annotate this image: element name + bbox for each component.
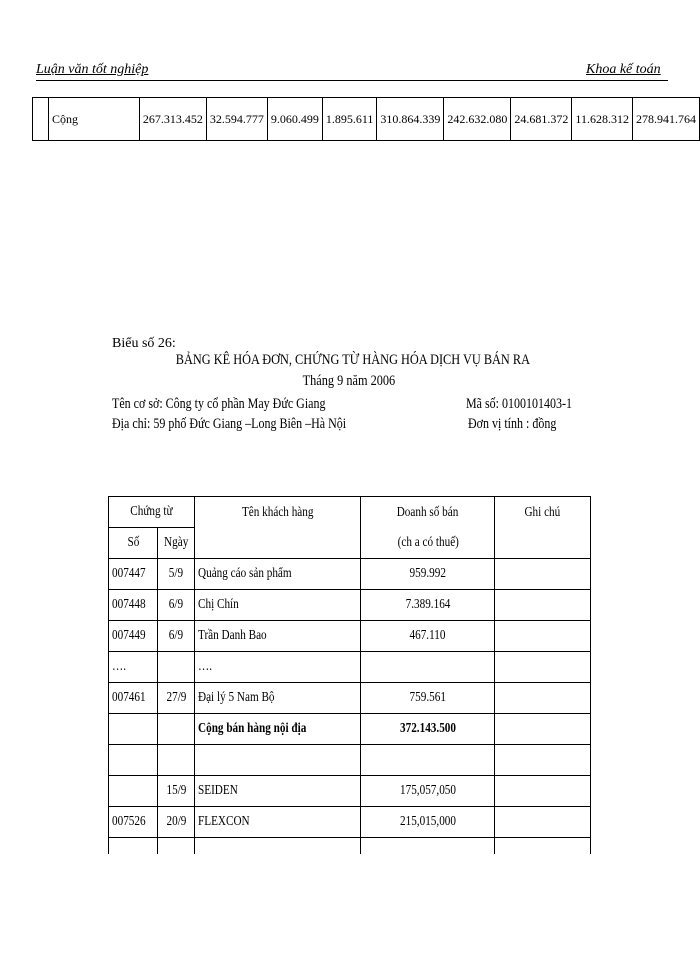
cell-sales: 372.143.500 [361,714,495,745]
cell-sales [361,745,495,776]
report-period: Tháng 9 năm 2006 [302,373,396,389]
cell-date: 5/9 [158,559,195,590]
cell-no: 007526 [109,807,158,838]
cell-sales: 175,057,050 [361,776,495,807]
total-value: 310.864.339 [377,98,444,141]
cell-no: 007449 [109,621,158,652]
cell-date [158,714,195,745]
table-row [109,807,591,838]
cell-remark [495,683,591,714]
header-row [109,497,591,528]
table-row [33,98,700,141]
cell-date: 6/9 [158,621,195,652]
cell-customer: FLEXCON [195,807,361,838]
cell-date [158,745,195,776]
col-header-voucher: Chứng từ [109,497,195,528]
col-header-date: Ngày [158,528,195,559]
cell-customer [195,745,361,776]
cell-date: 20/9 [158,807,195,838]
cell-customer: Chị Chín [195,590,361,621]
col-header-sales-note: (ch a có thuế) [397,534,459,550]
cell-no: 007448 [109,590,158,621]
total-value: 9.060.499 [267,98,322,141]
total-value: 278.941.764 [632,98,699,141]
cell-customer: Đại lý 5 Nam Bộ [195,683,361,714]
cell-remark [495,776,591,807]
facility-name: Tên cơ sở: Công ty cổ phần May Đức Giang [112,396,326,412]
invoice-table [108,496,591,854]
table-row [109,652,591,683]
carried-total-table [32,97,700,141]
total-value: 24.681.372 [511,98,572,141]
cell-date: 27/9 [158,683,195,714]
cell-customer [195,838,361,855]
cell-remark [495,838,591,855]
cell-customer: Quảng cáo sản phẩm [195,559,361,590]
table-row [109,683,591,714]
cell-no [109,714,158,745]
cell-customer: Cộng bán hàng nội địa [195,714,361,745]
cell-remark [495,745,591,776]
cell-sales: 7.389.164 [361,590,495,621]
table-row [109,745,591,776]
total-value: 1.895.611 [322,98,377,141]
header-divider [36,80,668,81]
cell-sales [361,838,495,855]
cell-date [158,838,195,855]
subtotal-row [109,714,591,745]
cell-remark [495,652,591,683]
cell-remark [495,714,591,745]
cell-date [158,652,195,683]
running-header-left: Luận văn tốt nghiệp [36,62,149,77]
cell-sales: 759.561 [361,683,495,714]
cell-sales [361,652,495,683]
cell-no [109,776,158,807]
empty-cell [33,98,49,141]
report-title: BẢNG KÊ HÓA ĐƠN, CHỨNG TỪ HÀNG HÓA DỊCH VỤ BÁN RA [175,352,530,368]
table-row [109,838,591,855]
cell-remark [495,807,591,838]
col-header-remark: Ghi chú [495,497,591,559]
cell-no [109,745,158,776]
cell-remark [495,559,591,590]
table-row [109,559,591,590]
form-number: Biểu số 26: [112,336,176,351]
cell-customer: …. [195,652,361,683]
table-row [109,621,591,652]
currency-unit: Đơn vị tính : đồng [468,416,557,432]
cell-customer: SEIDEN [195,776,361,807]
cell-remark [495,621,591,652]
cell-customer: Trần Danh Bao [195,621,361,652]
cell-no: 007447 [109,559,158,590]
tax-code: Mã số: 0100101403-1 [466,396,572,412]
table-row [109,776,591,807]
cell-remark [495,590,591,621]
cell-date: 6/9 [158,590,195,621]
total-value: 32.594.777 [206,98,267,141]
cell-no: …. [109,652,158,683]
running-header-right: Khoa kế toán [586,62,661,77]
col-header-sales: Doanh số bán (ch a có thuế) [361,497,495,559]
col-header-no: Số [109,528,158,559]
cell-sales: 959.992 [361,559,495,590]
cell-no: 007461 [109,683,158,714]
cell-date: 15/9 [158,776,195,807]
total-value: 11.628.312 [572,98,633,141]
cell-sales: 467.110 [361,621,495,652]
total-label: Cộng [49,98,140,141]
cell-no [109,838,158,855]
total-value: 267.313.452 [139,98,206,141]
total-value: 242.632.080 [444,98,511,141]
col-header-customer: Tên khách hàng [195,497,361,559]
facility-address: Địa chỉ: 59 phố Đức Giang –Long Biên –Hà Nội [112,416,347,432]
cell-sales: 215,015,000 [361,807,495,838]
table-row [109,590,591,621]
